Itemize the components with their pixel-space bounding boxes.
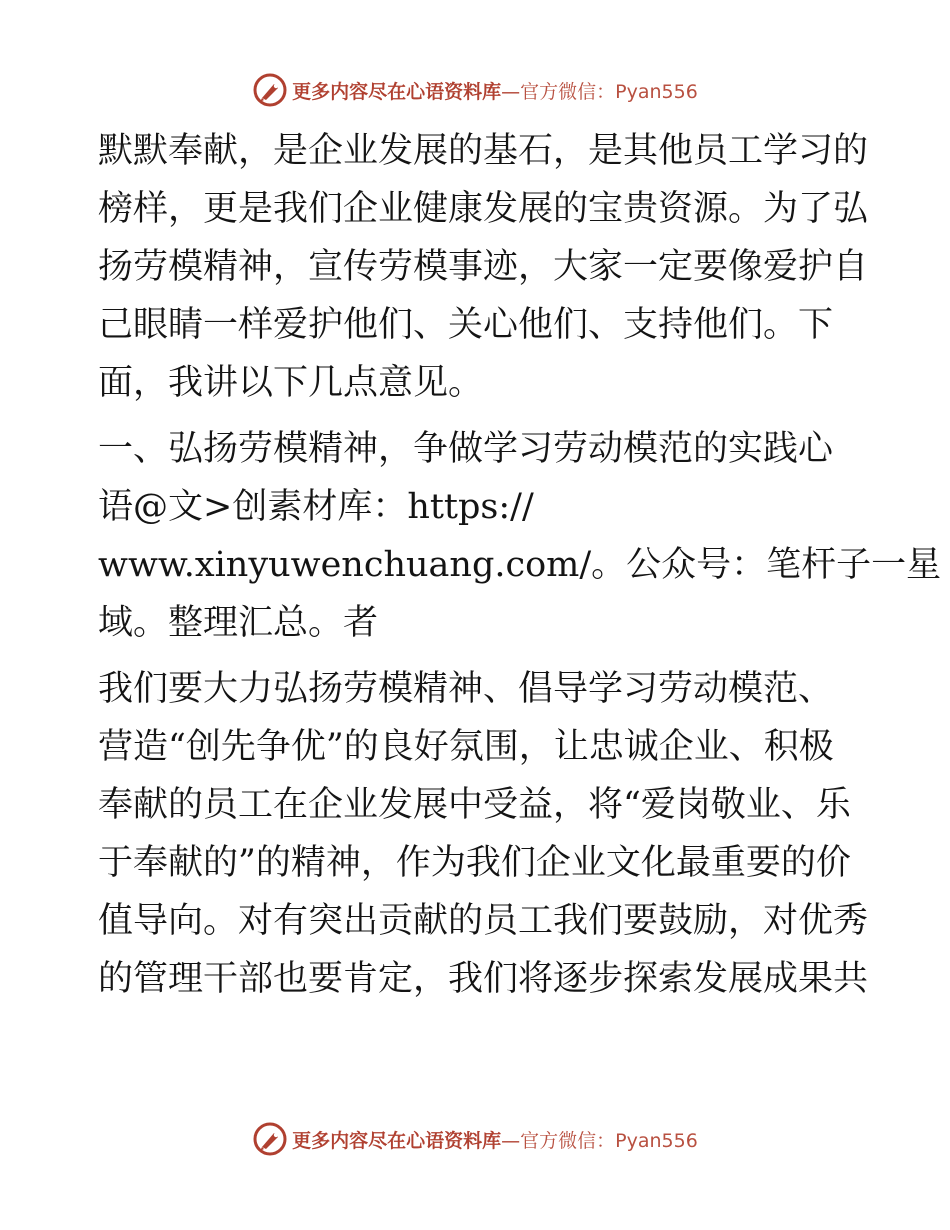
body-line: 己眼睛一样爱护他们、关心他们、支持他们。下 (98, 305, 834, 345)
header-banner-wechat: 官方微信：Pyan556 (520, 80, 698, 103)
header-banner-title: 更多内容尽在心语资料库 (292, 80, 502, 103)
body-text (98, 122, 942, 1008)
body-line: 域。整理汇总。者 (98, 603, 379, 643)
body-line: 营造“创先争优”的良好氛围，让忠诚企业、积极 (98, 727, 834, 767)
footer-banner (0, 1119, 950, 1159)
body-line: 扬劳模精神，宣传劳模事迹，大家一定要像爱护自 (98, 247, 869, 287)
header-banner-text (292, 77, 698, 104)
header-banner-separator: — (501, 80, 521, 103)
body-line: 我们要大力弘扬劳模精神、倡导学习劳动模范、 (98, 669, 834, 709)
footer-banner-separator: — (501, 1129, 521, 1152)
body-line: 的管理干部也要肯定，我们将逐步探索发展成果共 (98, 959, 869, 999)
body-line: 奉献的员工在企业发展中受益，将“爱岗敬业、乐 (98, 785, 851, 825)
section-heading: 一、弘扬劳模精神，争做学习劳动模范的实践心 (98, 429, 834, 469)
body-line: 值导向。对有突出贡献的员工我们要鼓励，对优秀 (98, 901, 869, 941)
pen-nib-logo-icon (252, 1121, 288, 1157)
pen-nib-logo-icon (252, 72, 288, 108)
footer-banner-wechat: 官方微信：Pyan556 (520, 1129, 698, 1152)
header-banner (0, 70, 950, 110)
footer-banner-title: 更多内容尽在心语资料库 (292, 1129, 502, 1152)
body-line: 默默奉献，是企业发展的基石，是其他员工学习的 (98, 131, 869, 171)
body-line: 语@文>创素材库：https:// (98, 487, 534, 527)
footer-banner-text (292, 1126, 698, 1153)
body-line: 面，我讲以下几点意见。 (98, 363, 484, 403)
body-line: 榜样，更是我们企业健康发展的宝贵资源。为了弘 (98, 189, 869, 229)
body-line: 于奉献的”的精神，作为我们企业文化最重要的价 (98, 843, 851, 883)
body-line: www.xinyuwenchuang.com/。公众号：笔杆子一星 (98, 545, 942, 585)
